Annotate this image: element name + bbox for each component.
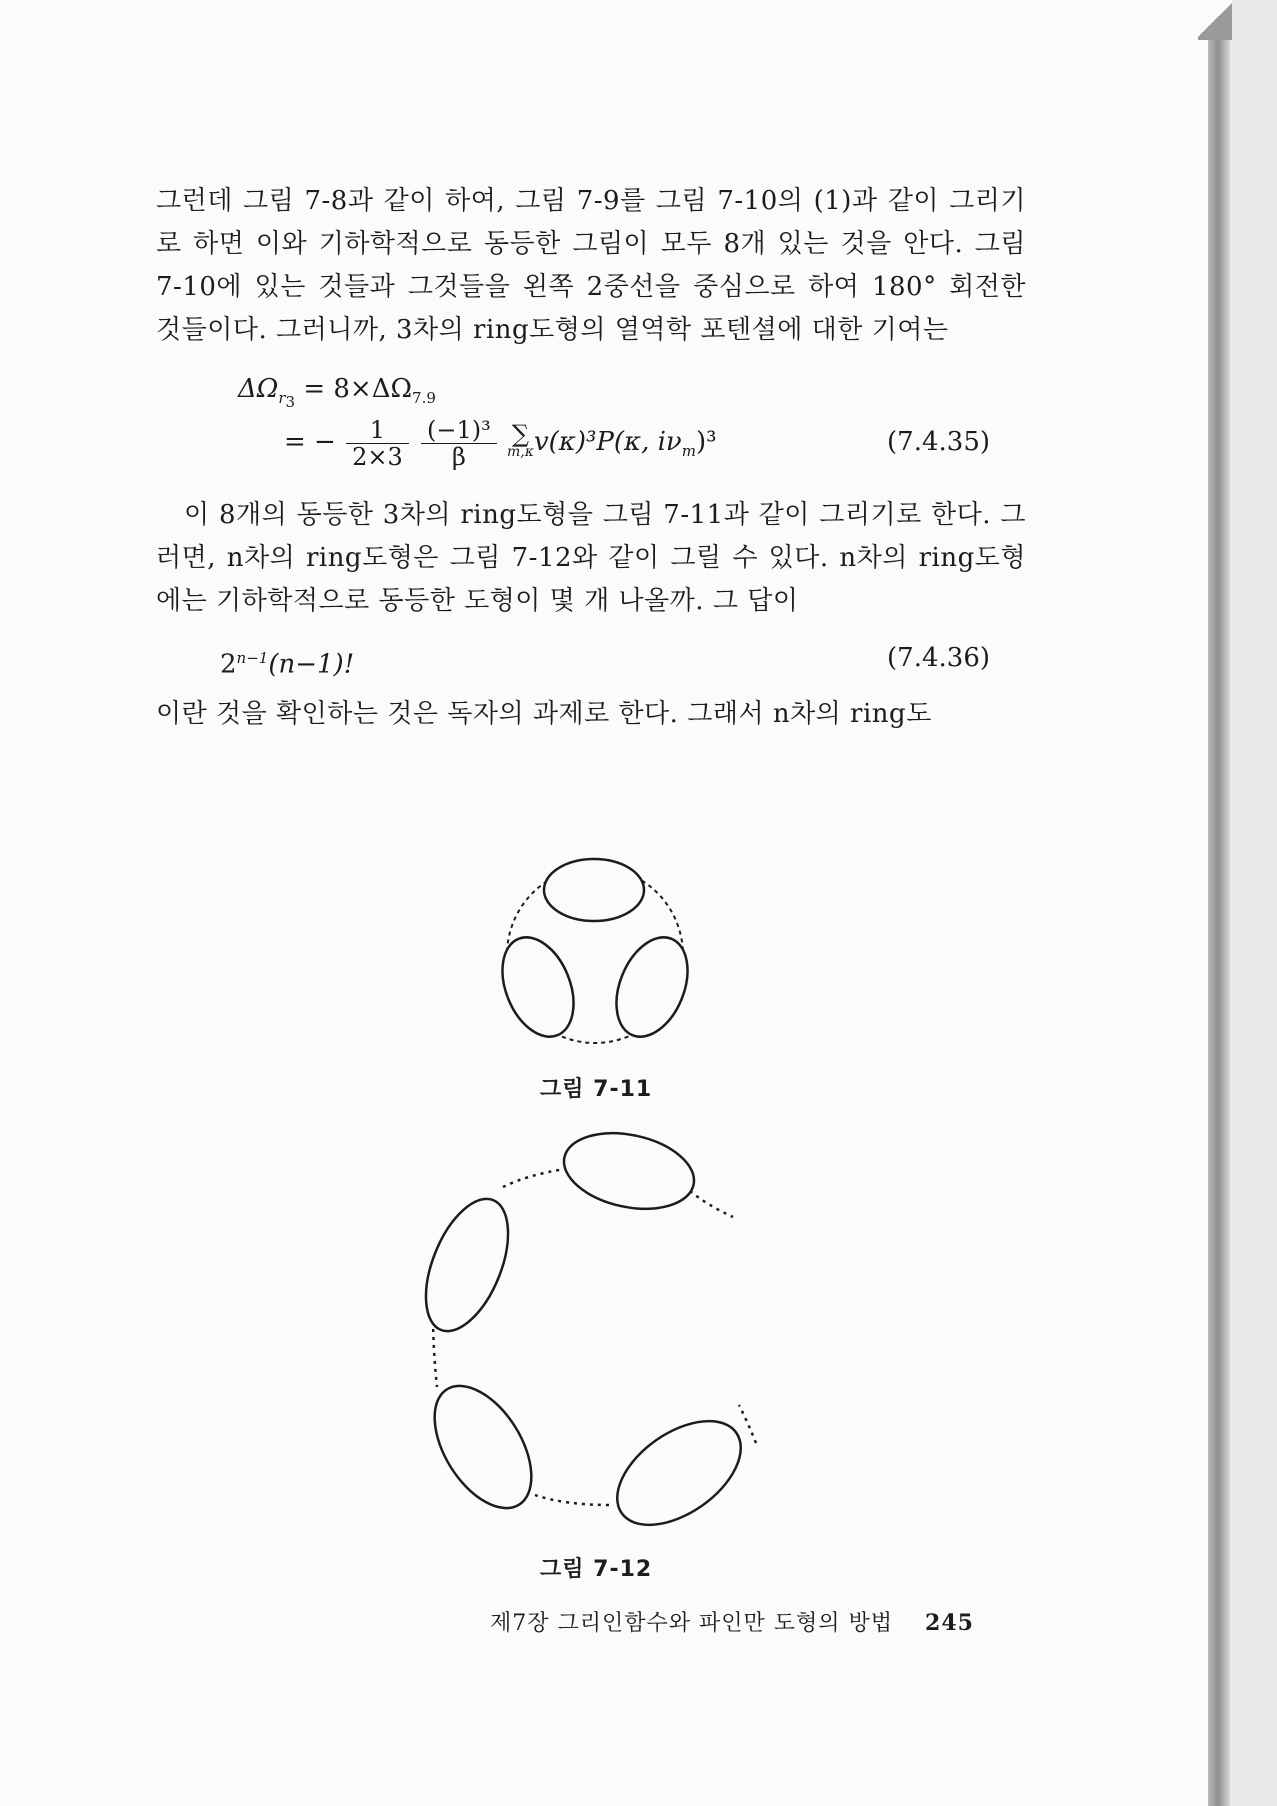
summation-symbol: ∑ bbox=[511, 420, 530, 448]
figure-7-12-dashed-end-right bbox=[739, 1405, 756, 1443]
equation-number-7-4-35: (7.4.35) bbox=[887, 427, 990, 457]
figure-7-12-dashed-arc-top bbox=[503, 1169, 565, 1187]
page-edge bbox=[1208, 0, 1230, 1806]
eq-lhs-subsub: 3 bbox=[285, 393, 296, 412]
paragraph-3: 이란 것을 확인하는 것은 독자의 과제로 한다. 그래서 n차의 ring도 bbox=[156, 699, 932, 729]
equation-7-4-36 bbox=[220, 635, 1026, 681]
fraction-1 bbox=[346, 417, 409, 470]
figure-7-11-loop-top bbox=[544, 859, 644, 921]
page-number: 245 bbox=[925, 1610, 974, 1636]
page-corner bbox=[1198, 0, 1232, 40]
equation-number-7-4-36: (7.4.36) bbox=[887, 643, 990, 673]
figure-7-12-loop-bottom-right bbox=[599, 1400, 760, 1546]
figure-7-12-loop-bottom-left bbox=[415, 1369, 552, 1525]
running-footer bbox=[490, 1606, 974, 1637]
figure-7-12-loop-left bbox=[409, 1187, 524, 1342]
paragraph-2: 이 8개의 동등한 3차의 ring도형을 그림 7-11과 같이 그리기로 한다. 그러면, n차의 ring도형은 그림 7-12와 같이 그릴 수 있다. n차의 ring도형에는 기하학적으로 동등한 도형이 몇 개 나올까. 그 답이 bbox=[156, 500, 1026, 616]
eq-lhs: ΔΩ bbox=[238, 374, 279, 404]
summation-limits: m,κ bbox=[507, 444, 534, 460]
main-text bbox=[156, 180, 1026, 736]
fraction-2-denominator: β bbox=[451, 442, 466, 471]
figure-7-11-loop-left bbox=[489, 927, 587, 1047]
eq36-base: 2 bbox=[220, 649, 237, 680]
eq-term: v(κ)³P(κ, iν bbox=[533, 427, 682, 457]
eq-term-sub: m bbox=[681, 442, 696, 461]
footer-chapter-title: 제7장 그리인함수와 파인만 도형의 방법 bbox=[490, 1611, 894, 1636]
eq-rhs1: = 8×ΔΩ bbox=[303, 374, 413, 404]
fraction-1-numerator: 1 bbox=[346, 417, 409, 444]
figure-7-12-caption: 그림 7-12 bbox=[540, 1557, 653, 1582]
equation-7-4-35-line1 bbox=[238, 366, 1026, 412]
fraction-2-numerator: (−1)³ bbox=[421, 417, 497, 444]
figure-7-12-loop-top bbox=[557, 1122, 701, 1220]
figure-7-12-dashed-arc-bottom bbox=[535, 1495, 610, 1505]
figure-7-11-diagram bbox=[490, 855, 700, 1055]
eq-term-end: )³ bbox=[695, 427, 717, 457]
eq-rhs1-sub: 7.9 bbox=[412, 389, 436, 408]
eq-lhs-sub: r bbox=[278, 389, 286, 408]
fraction-1-denominator: 2×3 bbox=[352, 442, 403, 471]
paragraph-1: 그런데 그림 7-8과 같이 하여, 그림 7-9를 그림 7-10의 (1)과 같이 그리기로 하면 이와 기하학적으로 동등한 그림이 모두 8개 있는 것을 안다. 그림 7-10에 있는 것들과 그것들을 왼쪽 2중선을 중심으로 하여 180° 회전한 것들이다. 그러니까, 3차의 ring도형의 열역학 포텐셜에 대한 기여는 bbox=[156, 186, 1026, 345]
figure-7-12-diagram bbox=[415, 1135, 775, 1525]
fraction-2 bbox=[421, 417, 497, 470]
figure-7-11-loop-right bbox=[603, 927, 701, 1047]
eq36-rest: (n−1)! bbox=[268, 649, 355, 680]
figure-7-12-dashed-end-top bbox=[690, 1191, 733, 1217]
summation bbox=[507, 420, 534, 461]
eq36-exponent: n−1 bbox=[236, 649, 269, 667]
equation-7-4-35-line2 bbox=[284, 412, 1026, 472]
eq-minus: = − bbox=[284, 427, 336, 457]
figure-7-11-caption: 그림 7-11 bbox=[540, 1077, 653, 1102]
